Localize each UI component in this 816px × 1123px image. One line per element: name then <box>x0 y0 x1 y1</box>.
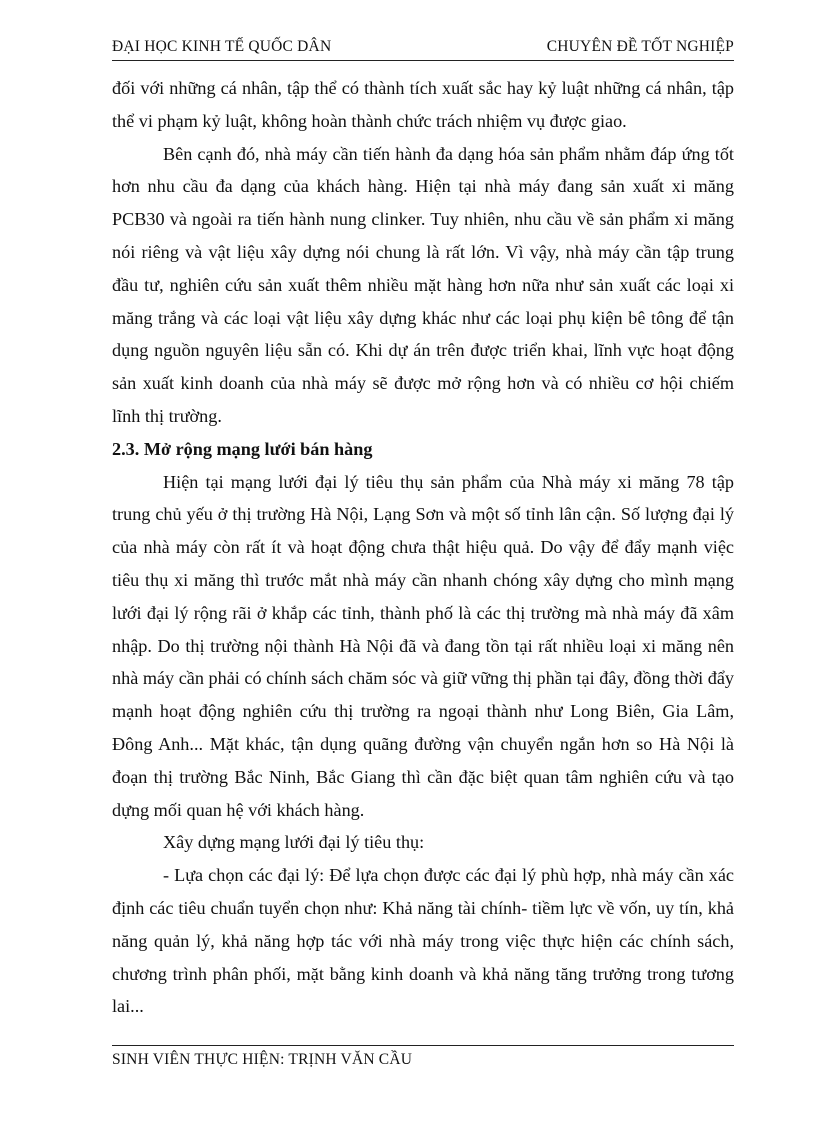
paragraph-sales-network: Hiện tại mạng lưới đại lý tiêu thụ sản phẩm của Nhà máy xi măng 78 tập trung chủ yếu ở thị trường Hà Nội, Lạng Sơn và một số tỉnh lân cận. Số lượng đại lý của nhà máy còn rất ít và hoạt động chưa thật hiệu quả. Do vậy để đẩy mạnh việc tiêu thụ xi măng thì trước mắt nhà máy cần nhanh chóng xây dựng cho mình mạng lưới đại lý rộng rãi ở khắp các tỉnh, thành phố là các thị trường mà nhà máy đã xâm nhập. Do thị trường nội thành Hà Nội đã và đang tồn tại rất nhiều loại xi măng nên nhà máy cần phải có chính sách chăm sóc và giữ vững thị phần tại đây, đồng thời đẩy mạnh hoạt động nghiên cứu thị trường ra ngoại thành như Long Biên, Gia Lâm, Đông Anh... Mặt khác, tận dụng quãng đường vận chuyển ngắn hơn so Hà Nội là đoạn thị trường Bắc Ninh, Bắc Giang thì cần đặc biệt quan tâm nghiên cứu và tạo dựng mối quan hệ với khách hàng. <box>112 471 734 820</box>
header-rule <box>112 60 734 61</box>
page-header <box>112 34 734 60</box>
document-body <box>112 72 734 1023</box>
footer-student-name: SINH VIÊN THỰC HIỆN: TRỊNH VĂN CẦU <box>112 1051 413 1068</box>
document-page <box>112 34 734 1017</box>
paragraph-product-diversification: Bên cạnh đó, nhà máy cần tiến hành đa dạng hóa sản phẩm nhằm đáp ứng tốt hơn nhu cầu đa dạng của khách hàng. Hiện tại nhà máy đang sản xuất xi măng PCB30 và ngoài ra tiến hành nung clinker. Tuy nhiên, nhu cầu về sản phẩm xi măng nói riêng và vật liệu xây dựng nói chung là rất lớn. Vì vậy, nhà máy cần tập trung đầu tư, nghiên cứu sản xuất thêm nhiều mặt hàng hơn nữa như sản xuất các loại xi măng trắng và các loại vật liệu xây dựng khác như các loại phụ kiện bê tông để tận dụng nguồn nguyên liệu sẵn có. Khi dự án trên được triển khai, lĩnh vực hoạt động sản xuất kinh doanh của nhà máy sẽ được mở rộng hơn và có nhiều cơ hội chiếm lĩnh thị trường. <box>112 143 734 426</box>
page-footer <box>112 1045 734 1072</box>
paragraph-continuation: đối với những cá nhân, tập thể có thành tích xuất sắc hay kỷ luật những cá nhân, tập thể vi phạm kỷ luật, không hoàn thành chức trách nhiệm vụ được giao. <box>112 78 734 131</box>
paragraph-agent-network-intro: Xây dựng mạng lưới đại lý tiêu thụ: <box>163 832 425 853</box>
header-university: ĐẠI HỌC KINH TẾ QUỐC DÂN <box>112 38 332 55</box>
paragraph-agent-selection: - Lựa chọn các đại lý: Để lựa chọn được các đại lý phù hợp, nhà máy cần xác định các tiêu chuẩn tuyển chọn như: Khả năng tài chính- tiềm lực về vốn, uy tín, khả năng quản lý, khả năng hợp tác với nhà máy trong việc thực hiện các chính sách, chương trình phân phối, mặt bằng kinh doanh và khả năng tăng trưởng trong tương lai... <box>112 865 734 1017</box>
section-heading: 2.3. Mở rộng mạng lưới bán hàng <box>112 438 373 459</box>
header-document-type: CHUYÊN ĐỀ TỐT NGHIỆP <box>546 38 734 55</box>
